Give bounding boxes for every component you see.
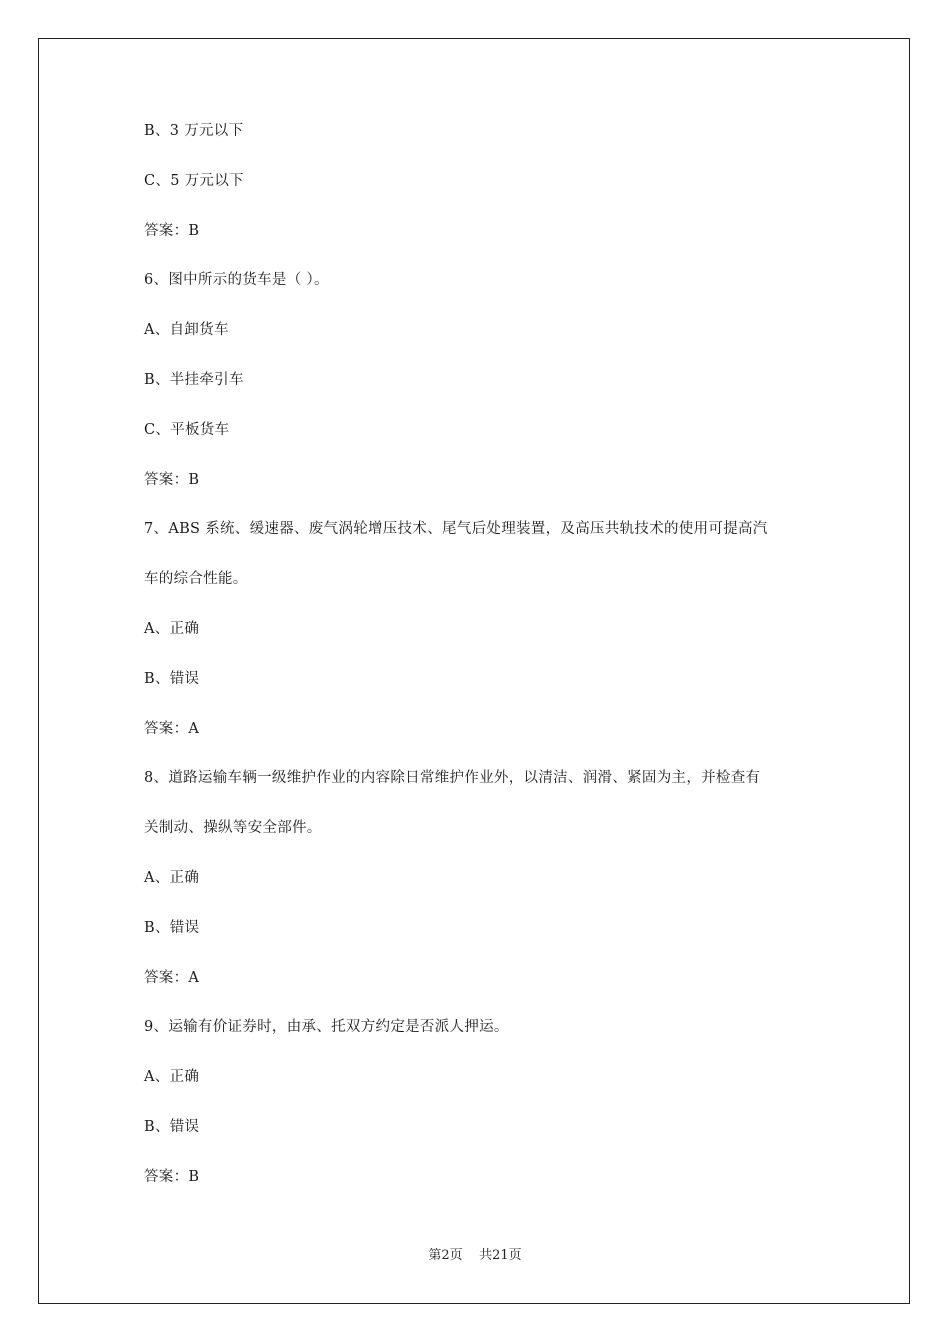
answer-q7: 答案：A: [144, 720, 200, 737]
answer-q9: 答案：B: [144, 1168, 200, 1185]
option-a-q6: A、自卸货车: [144, 322, 229, 339]
option-c-q5: C、5 万元以下: [144, 172, 244, 189]
answer-q5: 答案：B: [144, 222, 200, 239]
answer-q6: 答案：B: [144, 471, 200, 488]
option-b-q5: B、3 万元以下: [144, 123, 244, 139]
option-a-q8: A、正确: [144, 869, 200, 886]
question-6: 6、图中所示的货车是（ ）。: [144, 272, 329, 289]
page-number: 第2页: [428, 1248, 463, 1263]
question-7-line-1: 7、ABS 系统、缓速器、废气涡轮增压技术、尾气后处理装置，及高压共轨技术的使用可提高汽: [144, 521, 768, 538]
total-pages: 共21页: [479, 1248, 522, 1263]
question-8-line-2: 关制动、操纵等安全部件。: [144, 820, 322, 837]
option-b-q8: B、错误: [144, 919, 200, 936]
question-7-line-2: 车的综合性能。: [144, 571, 248, 588]
document-body: [144, 122, 816, 1218]
option-a-q7: A、正确: [144, 620, 200, 637]
option-b-q7: B、错误: [144, 670, 200, 687]
option-b-q9: B、错误: [144, 1118, 200, 1135]
question-8-line-1: 8、道路运输车辆一级维护作业的内容除日常维护作业外，以清洁、润滑、紧固为主，并检查有: [144, 770, 761, 787]
footer-gap: [463, 1248, 480, 1263]
question-9: 9、运输有价证券时，由承、托双方约定是否派人押运。: [144, 1019, 509, 1036]
option-a-q9: A、正确: [144, 1069, 200, 1086]
option-b-q6: B、半挂牵引车: [144, 371, 244, 388]
option-c-q6: C、平板货车: [144, 421, 230, 438]
page-footer: [0, 1248, 950, 1264]
answer-q8: 答案：A: [144, 969, 200, 986]
